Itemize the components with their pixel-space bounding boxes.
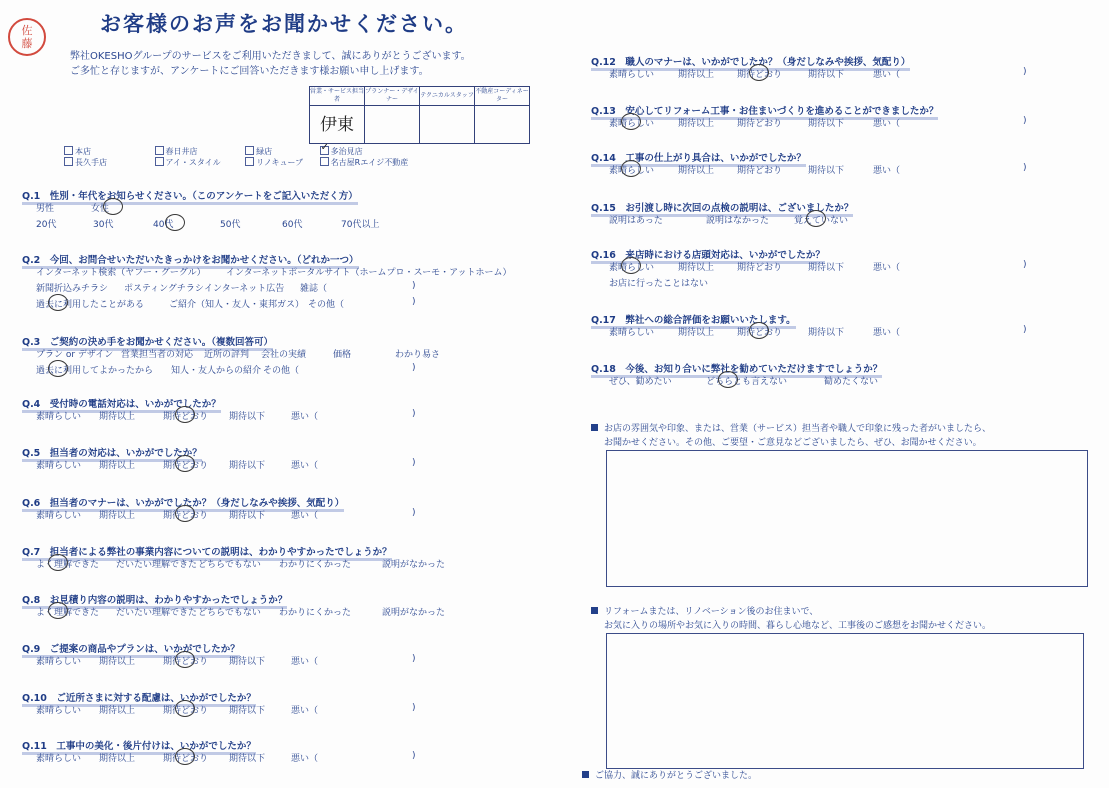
answer-option[interactable]: 過去に利用したことがある	[36, 300, 145, 310]
staff-value-technical[interactable]	[420, 106, 475, 144]
answer-option[interactable]: 期待どおり	[737, 166, 783, 176]
store-checkbox[interactable]	[245, 146, 254, 155]
answer-option[interactable]: 期待どおり	[163, 754, 209, 764]
answer-option[interactable]: 素晴らしい	[36, 461, 82, 471]
answer-option[interactable]: 覚えていない	[794, 216, 849, 226]
answer-option[interactable]: 期待以上	[678, 328, 715, 338]
answer-option[interactable]: 70代以上	[341, 220, 380, 230]
thanks-line: ご協力、誠にありがとうございました。	[582, 768, 757, 781]
square-bullet-icon	[591, 607, 598, 614]
question-title: Q.7 担当者による弊社の事業内容についての説明は、わかりやすかったでしょうか？	[22, 540, 392, 561]
answer-option[interactable]: 期待どおり	[737, 328, 783, 338]
answer-option[interactable]: 近所の評判	[204, 350, 250, 360]
answer-option[interactable]: 素晴らしい	[609, 263, 655, 273]
answer-option[interactable]: 雑誌（	[300, 284, 328, 294]
question-title: Q.5 担当者の対応は、いかがでしたか？	[22, 441, 202, 462]
hand-drawn-circle-mark	[621, 113, 641, 130]
answer-option[interactable]: 期待以上	[99, 511, 136, 521]
answer-option[interactable]: プラン or デザイン	[36, 350, 114, 360]
question-title: Q.1 性別・年代をお知らせください。（このアンケートをご記入いただく方）	[22, 184, 358, 205]
hand-drawn-circle-mark	[48, 602, 68, 619]
hand-drawn-circle-mark	[621, 257, 641, 274]
answer-option[interactable]: 説明がなかった	[382, 560, 446, 570]
answer-option[interactable]: 過去に利用してよかったから	[36, 366, 154, 376]
answer-option[interactable]: 50代	[220, 220, 241, 230]
answer-option[interactable]: 期待以下	[229, 461, 266, 471]
intro-line-1: 弊社OKESHOグループのサービスをご利用いただきまして、誠にありがとうございます。	[70, 51, 471, 62]
store-checkbox[interactable]	[155, 146, 164, 155]
question-title: Q.2 今回、お問合せいただいたきっかけをお聞かせください。（どれか一つ）	[22, 248, 359, 269]
staff-table	[309, 86, 530, 144]
answer-option[interactable]: よく理解できた	[36, 560, 100, 570]
hand-drawn-circle-mark	[48, 294, 68, 311]
answer-option[interactable]: 期待どおり	[737, 263, 783, 273]
answer-option[interactable]: 期待以下	[808, 263, 845, 273]
answer-option[interactable]: わかりにくかった	[279, 560, 352, 570]
hand-drawn-circle-mark	[165, 214, 185, 231]
answer-option[interactable]: だいたい理解できた	[116, 608, 198, 618]
question-title: Q.4 受付時の電話対応は、いかがでしたか？	[22, 392, 221, 413]
question-title: Q.3 ご契約の決め手をお聞かせください。（複数回答可）	[22, 330, 273, 351]
staff-header: 不動産コーディネーター	[475, 87, 530, 106]
answer-option[interactable]: 悪い（	[873, 70, 901, 80]
staff-value-planner[interactable]	[365, 106, 420, 144]
answer-option[interactable]: わかり易さ	[395, 350, 441, 360]
answer-option[interactable]: 価格	[333, 350, 352, 360]
answer-option[interactable]: 期待以下	[808, 119, 845, 129]
paren-close: )	[1023, 260, 1027, 270]
staff-header: テクニカルスタッフ	[420, 87, 475, 106]
store-checkbox[interactable]	[64, 146, 73, 155]
answer-option[interactable]: 期待以下	[808, 328, 845, 338]
answer-option[interactable]: 素晴らしい	[609, 166, 655, 176]
answer-option[interactable]: 悪い（	[291, 461, 319, 471]
answer-option[interactable]: 悪い（	[873, 263, 901, 273]
free1-label-2: お聞かせください。その他、ご要望・ご意見などございましたら、ぜひ、お聞かせください。	[604, 438, 982, 448]
answer-option[interactable]: 素晴らしい	[36, 511, 82, 521]
paren-close: )	[412, 409, 416, 419]
answer-option[interactable]: 期待どおり	[163, 511, 209, 521]
answer-option[interactable]: 期待以下	[229, 706, 266, 716]
answer-option[interactable]: 期待以上	[99, 461, 136, 471]
answer-option[interactable]: 悪い（	[291, 657, 319, 667]
answer-option[interactable]: 新聞折込みチラシ	[36, 284, 109, 294]
paren-close: )	[412, 654, 416, 664]
answer-option[interactable]: 20代	[36, 220, 57, 230]
answer-option[interactable]: 説明はなかった	[706, 216, 770, 226]
page-title: お客様のお声をお聞かせください。	[100, 12, 468, 36]
answer-option[interactable]: 期待どおり	[737, 119, 783, 129]
answer-option[interactable]: 男性	[36, 204, 55, 214]
answer-option[interactable]: ポスティングチラシ	[124, 284, 204, 294]
intro-line-2: ご多忙と存じますが、アンケートにご回答いただきます様お願い申し上げます。	[70, 66, 429, 77]
answer-option[interactable]: 期待以上	[99, 412, 136, 422]
answer-option[interactable]: 期待以下	[229, 511, 266, 521]
answer-option[interactable]: 悪い（	[291, 511, 319, 521]
question-title: Q.16 来店時における店頭対応は、いかがでしたか？	[591, 243, 825, 264]
hand-drawn-circle-mark	[749, 322, 769, 339]
answer-option[interactable]: どちらでもない	[198, 560, 261, 570]
question-title: Q.18 今後、お知り合いに弊社を勧めていただけますでしょうか？	[591, 357, 882, 378]
answer-option[interactable]: よく理解できた	[36, 608, 100, 618]
answer-option[interactable]: 会社の実績	[261, 350, 307, 360]
paren-close: )	[412, 281, 416, 291]
answer-option[interactable]: 期待以下	[229, 412, 266, 422]
store-checkbox[interactable]	[64, 157, 73, 166]
answer-option[interactable]: 素晴らしい	[36, 706, 82, 716]
answer-option[interactable]: だいたい理解できた	[116, 560, 198, 570]
question-title: Q.15 お引渡し時に次回の点検の説明は、ございましたか？	[591, 196, 853, 217]
paren-close: )	[412, 751, 416, 761]
answer-option[interactable]: 悪い（	[873, 328, 901, 338]
paren-close: )	[412, 458, 416, 468]
answer-option[interactable]: 素晴らしい	[609, 70, 655, 80]
question-title: Q.8 お見積り内容の説明は、わかりやすかったでしょうか？	[22, 588, 287, 609]
hand-drawn-circle-mark	[749, 64, 769, 81]
answer-option[interactable]: 素晴らしい	[36, 657, 82, 667]
question-title: Q.6 担当者のマナーは、いかがでしたか？（身だしなみや挨拶、気配り）	[22, 491, 344, 512]
answer-option[interactable]: 期待以上	[99, 706, 136, 716]
answer-option[interactable]: その他（	[263, 366, 300, 376]
answer-option[interactable]: 期待以下	[229, 657, 266, 667]
answer-option[interactable]: 期待以上	[678, 70, 715, 80]
answer-option[interactable]: 悪い（	[291, 412, 319, 422]
paren-close: )	[1023, 325, 1027, 335]
answer-option[interactable]: 素晴らしい	[36, 412, 82, 422]
question-title: Q.13 安心してリフォーム工事・お住まいづくりを進めることができましたか？	[591, 99, 938, 120]
answer-option[interactable]: 素晴らしい	[36, 754, 82, 764]
answer-option[interactable]: 期待どおり	[163, 461, 209, 471]
paren-close: )	[1023, 163, 1027, 173]
hanko-seal	[8, 18, 46, 56]
store-checkbox-checked[interactable]	[320, 146, 329, 155]
store-checkbox[interactable]	[245, 157, 254, 166]
question-title: Q.17 弊社への総合評価をお願いいたします。	[591, 308, 796, 329]
answer-option[interactable]: インターネット広告	[204, 284, 285, 294]
hand-drawn-circle-mark	[175, 455, 195, 472]
answer-option[interactable]: 悪い（	[291, 754, 319, 764]
answer-option[interactable]: 期待以下	[808, 166, 845, 176]
answer-option[interactable]: 期待以上	[678, 263, 715, 273]
hand-drawn-circle-mark	[175, 406, 195, 423]
question-title: Q.10 ご近所さまに対する配慮は、いかがでしたか？	[22, 686, 256, 707]
answer-option[interactable]: 期待どおり	[163, 706, 209, 716]
answer-option[interactable]: 悪い（	[873, 166, 901, 176]
answer-option[interactable]: 期待以下	[229, 754, 266, 764]
question-title: Q.14 工事の仕上がり具合は、いかがでしたか？	[591, 146, 806, 167]
answer-option[interactable]: 期待以下	[808, 70, 845, 80]
question-title: Q.12 職人のマナーは、いかがでしたか？（身だしなみや挨拶、気配り）	[591, 50, 910, 71]
answer-option[interactable]: 悪い（	[873, 119, 901, 129]
paren-close: )	[412, 297, 416, 307]
square-bullet-icon	[582, 771, 589, 778]
answer-option[interactable]: 期待以上	[678, 166, 715, 176]
answer-option[interactable]: どちらとも言えない	[706, 377, 788, 387]
answer-option[interactable]: 期待どおり	[163, 412, 209, 422]
comment-box-2[interactable]	[606, 633, 1084, 769]
answer-option[interactable]: 悪い（	[291, 706, 319, 716]
answer-option[interactable]: インターネットポータルサイト（ホームプロ・スーモ・アットホーム）	[226, 268, 512, 278]
answer-option[interactable]: その他（	[308, 300, 345, 310]
staff-value-sales[interactable]: 伊東	[310, 106, 365, 144]
answer-option[interactable]: 40代	[153, 220, 174, 230]
question-title: Q.9 ご提案の商品やプランは、いかがでしたか？	[22, 637, 240, 658]
free2-label-2: お気に入りの場所やお気に入りの時間、暮らし心地など、工事後のご感想をお聞かせください。	[604, 621, 992, 631]
hand-drawn-circle-mark	[806, 210, 826, 227]
answer-option[interactable]: 期待以上	[99, 754, 136, 764]
staff-header: 営業・サービス担当者	[310, 87, 365, 106]
answer-option[interactable]: 知人・友人からの紹介	[171, 366, 262, 376]
hand-drawn-circle-mark	[718, 371, 738, 388]
answer-option[interactable]: 期待どおり	[737, 70, 783, 80]
store-row-2: 長久手店 アイ・スタイル リノキューブ 名古屋Rエイジ不動産	[64, 157, 416, 168]
answer-option[interactable]: 期待どおり	[163, 657, 209, 667]
square-bullet-icon	[591, 424, 598, 431]
paren-close: )	[1023, 67, 1027, 77]
answer-option[interactable]: 素晴らしい	[609, 119, 655, 129]
hand-drawn-circle-mark	[621, 160, 641, 177]
hand-drawn-circle-mark	[103, 198, 123, 215]
hand-drawn-circle-mark	[48, 554, 68, 571]
paren-close: )	[412, 508, 416, 518]
store-row-1: 本店 春日井店 緑店 ✓ 多治見店	[64, 146, 371, 157]
seal-char-1: 佐	[21, 24, 33, 37]
answer-option[interactable]: インターネット検索（ヤフー・グーグル）	[36, 268, 206, 278]
question-title: Q.11 工事中の美化・後片付けは、いかがでしたか？	[22, 734, 256, 755]
answer-option[interactable]: 説明がなかった	[382, 608, 446, 618]
paren-close: )	[412, 703, 416, 713]
paren-close: )	[412, 363, 416, 373]
hand-drawn-circle-mark	[175, 700, 195, 717]
hand-drawn-circle-mark	[175, 748, 195, 765]
answer-option[interactable]: 勧めたくない	[824, 377, 879, 387]
answer-option[interactable]: 60代	[282, 220, 303, 230]
answer-option[interactable]: 営業担当者の対応	[121, 350, 194, 360]
hand-drawn-circle-mark	[48, 360, 68, 377]
answer-option[interactable]: 説明はあった	[609, 216, 663, 226]
answer-option[interactable]: どちらでもない	[198, 608, 261, 618]
hand-drawn-circle-mark	[175, 651, 195, 668]
store-checkbox[interactable]	[155, 157, 164, 166]
free1-label-1: お店の雰囲気や印象、または、営業（サービス）担当者や職人で印象に残った者がいましたら、	[591, 421, 991, 434]
answer-option[interactable]: 期待以上	[678, 119, 715, 129]
answer-option[interactable]: ご紹介（知人・友人・東邦ガス）	[169, 300, 305, 310]
comment-box-1[interactable]	[606, 450, 1088, 587]
staff-value-realestate[interactable]	[475, 106, 530, 144]
answer-option[interactable]: ぜひ、勧めたい	[609, 377, 672, 387]
answer-option[interactable]: 女性	[91, 204, 110, 214]
staff-header: プランナー・デザイナー	[365, 87, 420, 106]
answer-option[interactable]: 期待以上	[99, 657, 136, 667]
store-checkbox[interactable]	[320, 157, 329, 166]
answer-option[interactable]: わかりにくかった	[279, 608, 352, 618]
seal-char-2: 藤	[21, 37, 33, 50]
paren-close: )	[1023, 116, 1027, 126]
answer-option[interactable]: 30代	[93, 220, 114, 230]
free2-label-1: リフォームまたは、リノベーション後のお住まいで、	[591, 604, 818, 617]
answer-option[interactable]: お店に行ったことはない	[609, 279, 709, 289]
hand-drawn-circle-mark	[175, 505, 195, 522]
answer-option[interactable]: 素晴らしい	[609, 328, 655, 338]
